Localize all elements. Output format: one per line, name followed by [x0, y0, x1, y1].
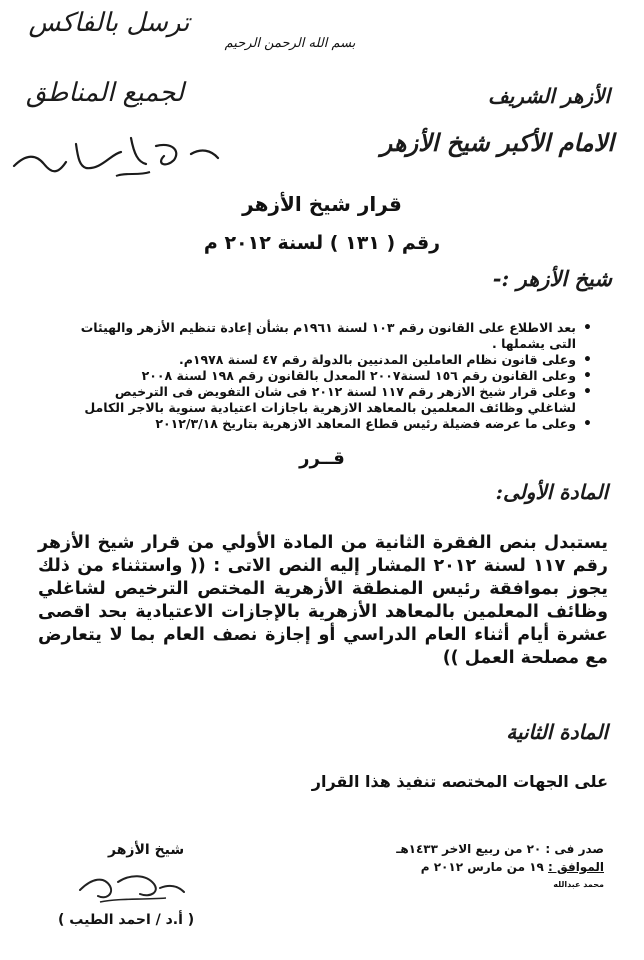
article1-heading: المادة الأولى:: [495, 480, 608, 504]
recital-item: • وعلى قانون نظام العاملين المدنيين بالدولة رقم ٤٧ لسنة ١٩٧٨م.: [72, 352, 592, 368]
corresponding-date: ١٩ من مارس ٢٠١٢ م: [420, 860, 544, 874]
recital-item: • وعلى ما عرضه فضيلة رئيس قطاع المعاهد الازهرية بتاريخ ٢٠١٢/٣/١٨: [72, 416, 592, 432]
corresponding-label: الموافق :: [548, 860, 604, 874]
article1-text: يستبدل بنص الفقرة الثانية من المادة الأولي من قرار شيخ الأزهر رقم ١١٧ لسنة ٢٠١٢ المشار إليه النص الاتى : (( واستثناء من ذلك يجوز بموافقة رئيس المنطقة الأزهرية المختص الترخيص لشاغلي وظائف المعلمين بالمعاهد الأزهرية بالإجازات الاعتيادية بحد اقصى عشرة أيام أثناء العام الدراسي أو إجازة نصف العام بما لا يتعارض مع مصلحة العمل )): [38, 533, 608, 668]
institution-name: الأزهر الشريف: [488, 84, 610, 108]
decides-heading: قــرر: [299, 448, 345, 469]
handwritten-signature: [70, 860, 190, 908]
signatory-title: شيخ الأزهر: [108, 842, 185, 858]
recitals-list: [72, 320, 592, 432]
signatory-name: ( أ.د / احمد الطيب ): [58, 912, 195, 928]
handwritten-initials-signature: [6, 124, 236, 184]
issuance-block: [354, 840, 604, 894]
recital-item: • بعد الاطلاع على القانون رقم ١٠٣ لسنة ١٩٦١م بشأن إعادة تنظيم الأزهر والهيئات التى يشملها .: [72, 320, 592, 352]
handwritten-note-line2: لجميع المناطق: [25, 78, 184, 108]
decision-number: رقم ( ١٣١ ) لسنة ٢٠١٢ م: [203, 232, 441, 254]
recital-item: • وعلى القانون رقم ١٥٦ لسنة٢٠٠٧ المعدل بالقانون رقم ١٩٨ لسنة ٢٠٠٨: [72, 368, 592, 384]
handwritten-note-line1: ترسل بالفاكس: [28, 8, 190, 38]
office-title: الامام الأكبر شيخ الأزهر: [380, 128, 614, 157]
issued-date: صدر فى : ٢٠ من ربيع الاخر ١٤٣٣هـ: [396, 842, 604, 856]
article2-text: على الجهات المختصه تنفيذ هذا القرار: [311, 772, 608, 791]
preamble-heading: شيخ الأزهر :-: [492, 266, 612, 291]
corresponding-date-line: [354, 858, 604, 876]
article2-heading: المادة الثانية: [506, 720, 608, 744]
recital-item: • وعلى قرار شيخ الازهر رقم ١١٧ لسنة ٢٠١٢ فى شان التفويض فى الترخيص لشاغلي وظائف المعلمين بالمعاهد الازهرية باجازات اعتيادية سنوية بالاجر الكامل: [72, 384, 592, 416]
basmala: بسم الله الرحمن الرحيم: [224, 36, 356, 51]
decision-title: قرار شيخ الأزهر: [242, 192, 402, 216]
clerk-name: محمد عبدالله: [553, 880, 604, 889]
